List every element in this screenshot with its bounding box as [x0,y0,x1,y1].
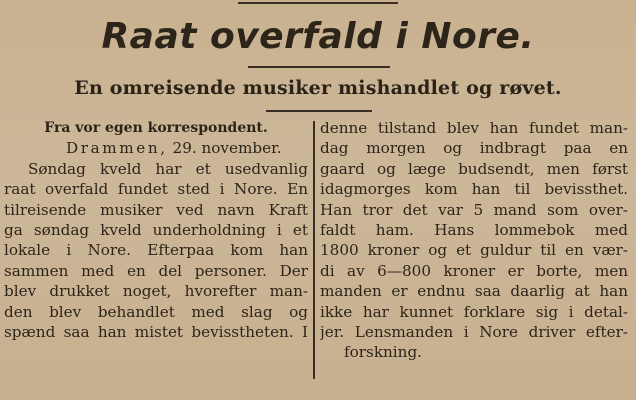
text-line: faldt ham. Hans lommebok med [320,220,628,239]
column-separator [313,121,315,379]
text-line: tilreisende musiker ved navn Kraft [4,200,308,219]
text-line: sammen med en del personer. Der [4,261,308,280]
text-line: dag morgen og indbragt paa en [320,139,628,158]
right-column [320,118,628,363]
text-line: ga søndag kveld underholdning i et [4,220,308,239]
subheadline: En omreisende musiker mishandlet og røvet. [74,77,562,99]
text-line: Søndag kveld har et usedvanlig [28,159,308,178]
text-line: manden er endnu saa daarlig at han [320,282,628,301]
headline: Raat overfald i Nore. [101,16,535,57]
text-line: denne tilstand blev han fundet man- [320,119,628,137]
text-line: lokale i Nore. Efterpaa kom han [4,241,308,260]
text-line: raat overfald fundet sted i Nore. En [4,180,308,199]
text-line: blev drukket noget, hvorefter man- [4,282,308,301]
text-line: jer. Lensmanden i Nore driver efter- [320,322,628,341]
dateline-place: Drammen, [66,139,168,158]
text-line: idagmorges kom han til bevissthet. [320,180,628,199]
text-line: gaard og læge budsendt, men først [320,159,628,178]
text-line-last: forskning. [344,343,422,362]
left-column [4,118,308,342]
dateline [4,138,308,158]
text-line: di av 6—800 kroner er borte, men [320,261,628,280]
text-line: Han tror det var 5 mand som over- [320,200,628,219]
headline-rule [248,66,390,68]
text-line: ikke har kunnet forklare sig i detal- [320,302,628,321]
byline: Fra vor egen korrespondent. [44,120,268,136]
text-line: den blev behandlet med slag og [4,302,308,321]
text-line: spænd saa han mistet bevisstheten. I [4,322,308,341]
text-line: 1800 kroner og et guldur til en vær- [320,241,628,260]
top-rule [238,2,398,4]
dateline-date: 29. november. [167,139,282,158]
subheadline-rule [266,110,372,112]
